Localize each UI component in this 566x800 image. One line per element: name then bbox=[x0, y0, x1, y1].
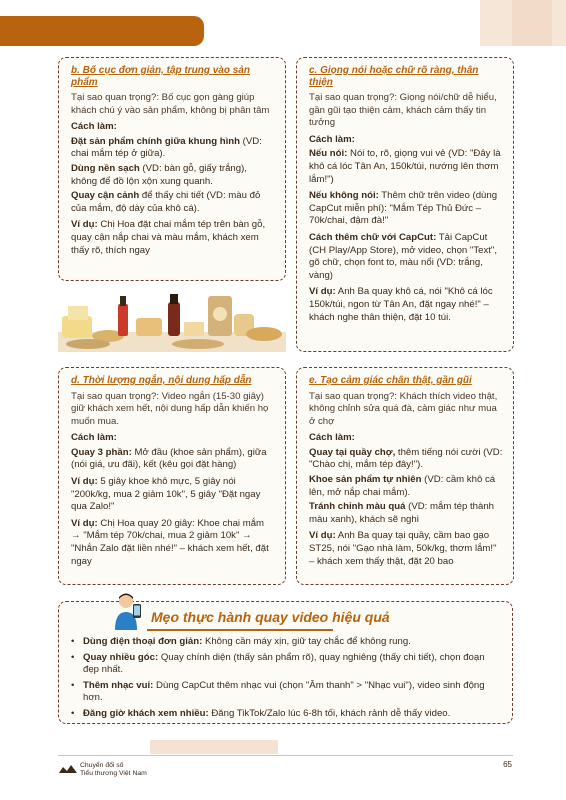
section-b-step3 bbox=[71, 190, 275, 215]
tip-label: Quay nhiều góc: bbox=[83, 651, 159, 663]
tip-text: Quay chính diện (thấy sản phẩm rõ), quay nghiêng (thấy chi tiết), chọn đoạn đẹp nhất. bbox=[83, 651, 485, 676]
step-text: Nói to, rõ, giọng vui vẻ (VD: "Đây là khô cá lóc Tân An, 150k/túi, nướng lên thơm lắm!") bbox=[309, 148, 501, 185]
footer-divider bbox=[58, 755, 513, 756]
logo-line2: Tiểu thương Việt Nam bbox=[80, 770, 147, 777]
corner-decoration-accent bbox=[512, 0, 552, 46]
section-e-how-label: Cách làm: bbox=[309, 432, 355, 444]
step-label: Quay tại quầy chợ, bbox=[309, 446, 396, 458]
logo-icon bbox=[58, 764, 78, 774]
section-c-how-label: Cách làm: bbox=[309, 133, 355, 145]
step-text: (VD: cầm khô cá lên, mở nắp chai mắm). bbox=[309, 474, 496, 498]
section-d-title: d. Thời lượng ngắn, nội dung hấp dẫn bbox=[71, 375, 252, 386]
section-c-step1 bbox=[309, 148, 503, 186]
step-label: Nếu không nói: bbox=[309, 190, 379, 202]
step-label: Dùng nền sạch bbox=[71, 162, 140, 174]
tip-text: Dùng CapCut thêm nhạc vui (chọn "Âm thanh" > "Nhạc vui"), video sinh động hơn. bbox=[83, 679, 485, 704]
section-b-step2 bbox=[71, 163, 275, 188]
step-label: Quay cận cảnh bbox=[71, 190, 140, 202]
tip-label: Thêm nhạc vui: bbox=[83, 679, 154, 691]
tips-item bbox=[71, 708, 500, 721]
section-d-example2 bbox=[71, 518, 275, 568]
section-d-how-label: Cách làm: bbox=[71, 432, 117, 444]
example-text: Anh Ba quay khô cá, nói "Khô cá lóc 150k/túi, ngon từ Tân An, đặt ngay nhé!" – khách nghe thân thiện, đặt 10 túi. bbox=[309, 286, 493, 323]
step-text: thêm tiếng nói cười (VD: "Chào chị, mắm tép đây!"). bbox=[309, 446, 503, 471]
tip-label: Đăng giờ khách xem nhiều: bbox=[83, 707, 209, 719]
step-text: Tải CapCut (CH Play/App Store), mở video, chọn "Text", gõ chữ, chọn font to, màu nổi (VD: trắng, vàng) bbox=[309, 231, 497, 281]
example-label: Ví dụ: bbox=[71, 219, 98, 231]
section-b-box bbox=[58, 57, 286, 281]
step-text: (VD: bàn gỗ, giấy trắng), không để đồ lộn xộn xung quanh. bbox=[71, 162, 247, 187]
tips-item bbox=[71, 636, 500, 649]
example-label: Ví dụ: bbox=[309, 286, 336, 298]
step-text: Mở đầu (khoe sản phẩm), giữa (nói giá, ưu đãi), kết (kêu gọi đặt hàng) bbox=[71, 446, 267, 471]
section-c-example bbox=[309, 286, 503, 324]
footer-decoration bbox=[150, 740, 278, 754]
section-c-step3 bbox=[309, 232, 503, 282]
step-text: (VD: chai mắm tép ở giữa). bbox=[71, 135, 262, 160]
footer-logo bbox=[58, 762, 158, 784]
section-e-box bbox=[296, 367, 514, 585]
example-text: Anh Ba quay tại quầy, cầm bao gạo ST25, nói "Gạo nhà làm, 50k/kg, thơm lắm!" – khách xem thấy thật, đặt 20 bao bbox=[309, 530, 497, 567]
example-label: Ví dụ: bbox=[71, 517, 98, 529]
food-products-illustration bbox=[58, 284, 286, 352]
section-d-why: Tại sao quan trọng?: Video ngắn (15-30 giây) giữ khách xem hết, nội dung hấp dẫn khiến họ muốn mua. bbox=[71, 390, 269, 427]
example-label: Ví dụ: bbox=[309, 530, 336, 542]
section-b-title: b. Bố cục đơn giản, tập trung vào sản phẩm bbox=[71, 65, 250, 88]
page-number: 65 bbox=[503, 760, 512, 769]
section-b-why: Tại sao quan trọng?: Bố cục gọn gàng giúp khách chú ý vào sản phẩm, không bị phân tâm bbox=[71, 92, 270, 116]
tips-list bbox=[71, 636, 500, 724]
section-e-why: Tại sao quan trọng?: Khách thích video thật, không chỉnh sửa quá đà, cảm giác như mua ở chợ bbox=[309, 390, 498, 427]
step-text: (VD: mắm tép thành màu xanh), khách sẽ nghi bbox=[309, 501, 494, 525]
logo-line1: Chuyển đổi số bbox=[80, 762, 124, 769]
tips-item bbox=[71, 680, 500, 705]
step-label: Cách thêm chữ với CapCut: bbox=[309, 231, 437, 243]
section-b-step1 bbox=[71, 136, 275, 161]
section-e-example bbox=[309, 530, 503, 568]
section-c-step2 bbox=[309, 190, 503, 228]
example-text: 5 giây khoe khô mực, 5 giây nói "200k/kg, mua 2 giảm 10k", 5 giây "Đặt ngay qua Zalo!" bbox=[71, 476, 261, 513]
step-label: Tránh chỉnh màu quá bbox=[309, 501, 406, 513]
header-bar bbox=[0, 16, 204, 46]
example-text: Chị Hoa đặt chai mắm tép trên bàn gỗ, quay cận nắp chai và màu mắm, khách xem thấy rõ, thích ngay bbox=[71, 219, 266, 256]
section-b-how-label: Cách làm: bbox=[71, 121, 117, 133]
step-text: Thêm chữ trên video (dùng CapCut miễn phí): "Mắm Tép Thủ Đức – 70k/chai, đậm đà!" bbox=[309, 190, 498, 227]
example-label: Ví dụ: bbox=[71, 476, 98, 488]
step-text: để thấy chi tiết (VD: màu đỏ của mắm, độ dày của khô cá). bbox=[71, 190, 261, 214]
section-c-box bbox=[296, 57, 514, 352]
section-c-title: c. Giọng nói hoặc chữ rõ ràng, thân thiện bbox=[309, 65, 479, 88]
section-e-step2 bbox=[309, 474, 503, 499]
section-e-title: e. Tạo cảm giác chân thật, gần gũi bbox=[309, 375, 472, 386]
section-d-example1 bbox=[71, 476, 275, 514]
section-e-step1 bbox=[309, 447, 503, 472]
tips-item bbox=[71, 652, 500, 677]
section-d-box bbox=[58, 367, 286, 585]
step-label: Nếu nói: bbox=[309, 148, 348, 160]
person-with-phone-icon bbox=[112, 590, 144, 630]
example-text: Chị Hoa quay 20 giây: Khoe chai mắm → "Mắm tép 70k/chai, mua 2 giảm 10k" → "Nhắn Zalo đặt liền nhé!" – khách xem hết, đặt ngay bbox=[71, 517, 269, 567]
tips-title: Mẹo thực hành quay video hiệu quả bbox=[151, 609, 390, 625]
step-label: Khoe sản phẩm tự nhiên bbox=[309, 474, 422, 486]
tip-text: Không cần máy xịn, giữ tay chắc để không rung. bbox=[202, 636, 411, 647]
tips-title-underline bbox=[147, 629, 333, 631]
step-label: Đặt sản phẩm chính giữa khung hình bbox=[71, 135, 240, 147]
tip-text: Đăng TikTok/Zalo lúc 6-8h tối, khách rảnh dễ thấy video. bbox=[208, 707, 451, 719]
section-c-why: Tại sao quan trọng?: Giọng nói/chữ dễ hiểu, gần gũi tạo thiện cảm, khách cảm thấy tin tưởng bbox=[309, 92, 497, 129]
section-d-step1 bbox=[71, 447, 275, 472]
section-e-step3 bbox=[309, 501, 503, 526]
section-b-example bbox=[71, 219, 275, 257]
step-label: Quay 3 phần: bbox=[71, 446, 132, 458]
tip-label: Dùng điện thoại đơn giản: bbox=[83, 636, 203, 647]
